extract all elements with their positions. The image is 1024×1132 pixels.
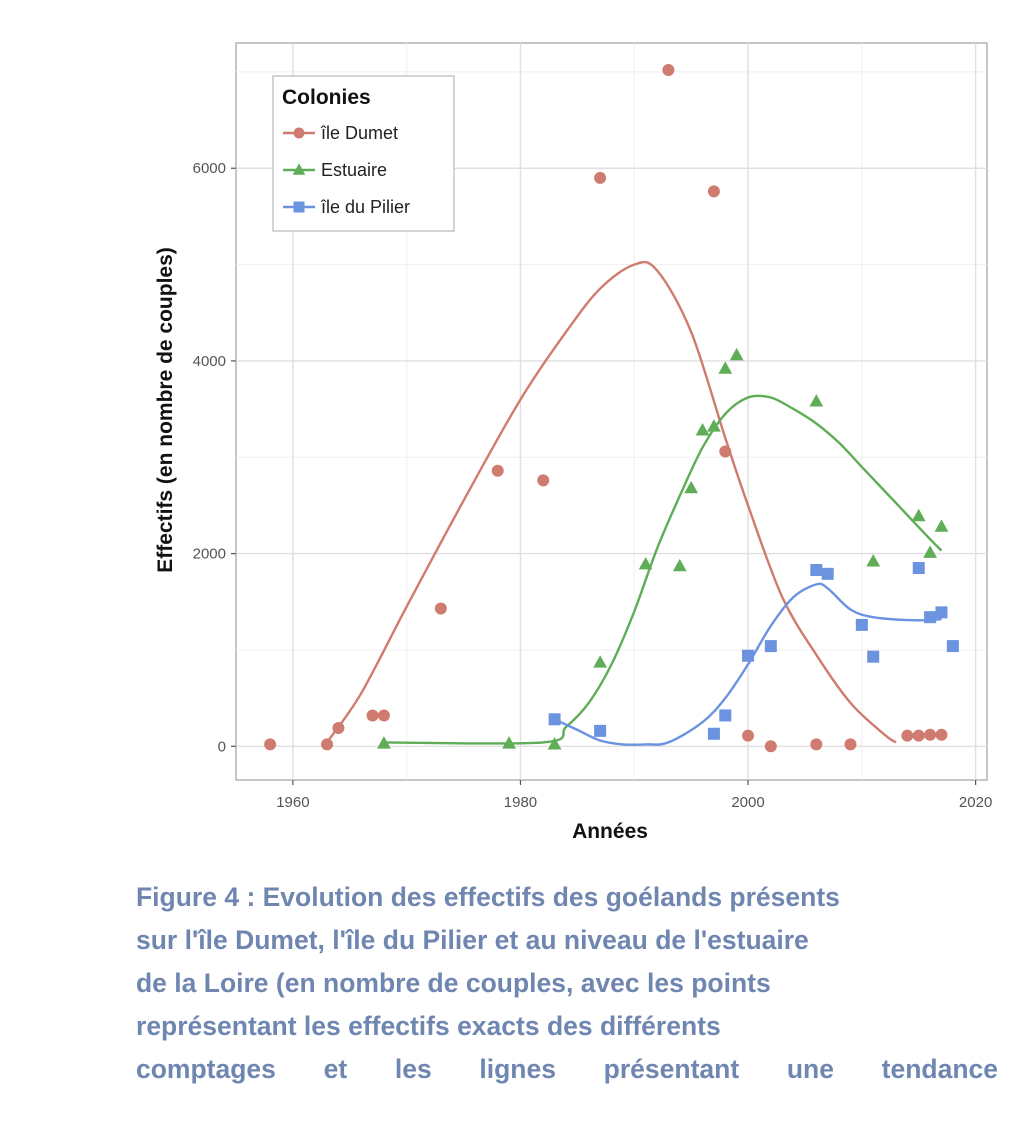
y-axis: [193, 160, 236, 755]
point--le-du-pilier: [924, 611, 936, 623]
point--le-du-pilier: [867, 651, 879, 663]
point--le-dumet: [924, 729, 936, 741]
point--le-dumet: [901, 730, 913, 742]
legend-label: île Dumet: [321, 123, 399, 143]
point--le-du-pilier: [708, 728, 720, 740]
point--le-du-pilier: [935, 606, 947, 618]
point--le-dumet: [378, 709, 390, 721]
y-tick-label: 0: [217, 738, 226, 756]
point--le-du-pilier: [947, 640, 959, 652]
legend: [273, 76, 454, 231]
y-tick-label: 4000: [192, 352, 226, 370]
figure-caption: [136, 876, 998, 1091]
point--le-du-pilier: [549, 713, 561, 725]
point--le-du-pilier: [765, 640, 777, 652]
point--le-dumet: [435, 603, 447, 615]
legend-label: île du Pilier: [321, 197, 411, 217]
point--le-dumet: [810, 738, 822, 750]
x-axis: [276, 780, 992, 811]
point--le-dumet: [708, 185, 720, 197]
y-tick-label: 6000: [192, 160, 226, 178]
caption-line: Figure 4 : Evolution des effectifs des goélands présents: [136, 882, 840, 912]
point--le-du-pilier: [913, 562, 925, 574]
point--le-du-pilier: [856, 619, 868, 631]
point--le-dumet: [935, 729, 947, 741]
legend-label: Estuaire: [321, 160, 388, 180]
point--le-dumet: [765, 740, 777, 752]
point--le-dumet: [719, 445, 731, 457]
legend-key-marker: [294, 128, 305, 139]
x-tick-label: 2020: [958, 794, 993, 811]
point--le-dumet: [537, 474, 549, 486]
point--le-du-pilier: [810, 564, 822, 576]
point--le-dumet: [913, 730, 925, 742]
point--le-du-pilier: [742, 650, 754, 662]
point--le-dumet: [742, 730, 754, 742]
x-tick-label: 1960: [276, 794, 310, 811]
x-tick-label: 1980: [503, 794, 538, 811]
point--le-du-pilier: [594, 725, 606, 737]
point--le-dumet: [492, 465, 504, 477]
caption-line: représentant les effectifs exacts des différents: [136, 1011, 721, 1041]
point--le-dumet: [662, 64, 674, 76]
caption-line: comptages et les lignes présentant une tendance: [136, 1054, 998, 1084]
point--le-dumet: [594, 172, 606, 184]
point--le-du-pilier: [822, 568, 834, 580]
point--le-dumet: [844, 738, 856, 750]
x-tick-label: 2000: [731, 794, 765, 811]
point--le-dumet: [332, 722, 344, 734]
caption-line: sur l'île Dumet, l'île du Pilier et au niveau de l'estuaire: [136, 925, 809, 955]
point--le-dumet: [367, 709, 379, 721]
point--le-dumet: [321, 738, 333, 750]
legend-title: Colonies: [282, 86, 371, 109]
legend-key-marker: [294, 202, 305, 213]
y-axis-title: Effectifs (en nombre de couples): [154, 247, 177, 573]
point--le-dumet: [264, 738, 276, 750]
point--le-du-pilier: [719, 709, 731, 721]
x-axis-title: Années: [572, 820, 648, 843]
y-tick-label: 2000: [192, 545, 226, 563]
caption-line: de la Loire (en nombre de couples, avec les points: [136, 968, 771, 998]
